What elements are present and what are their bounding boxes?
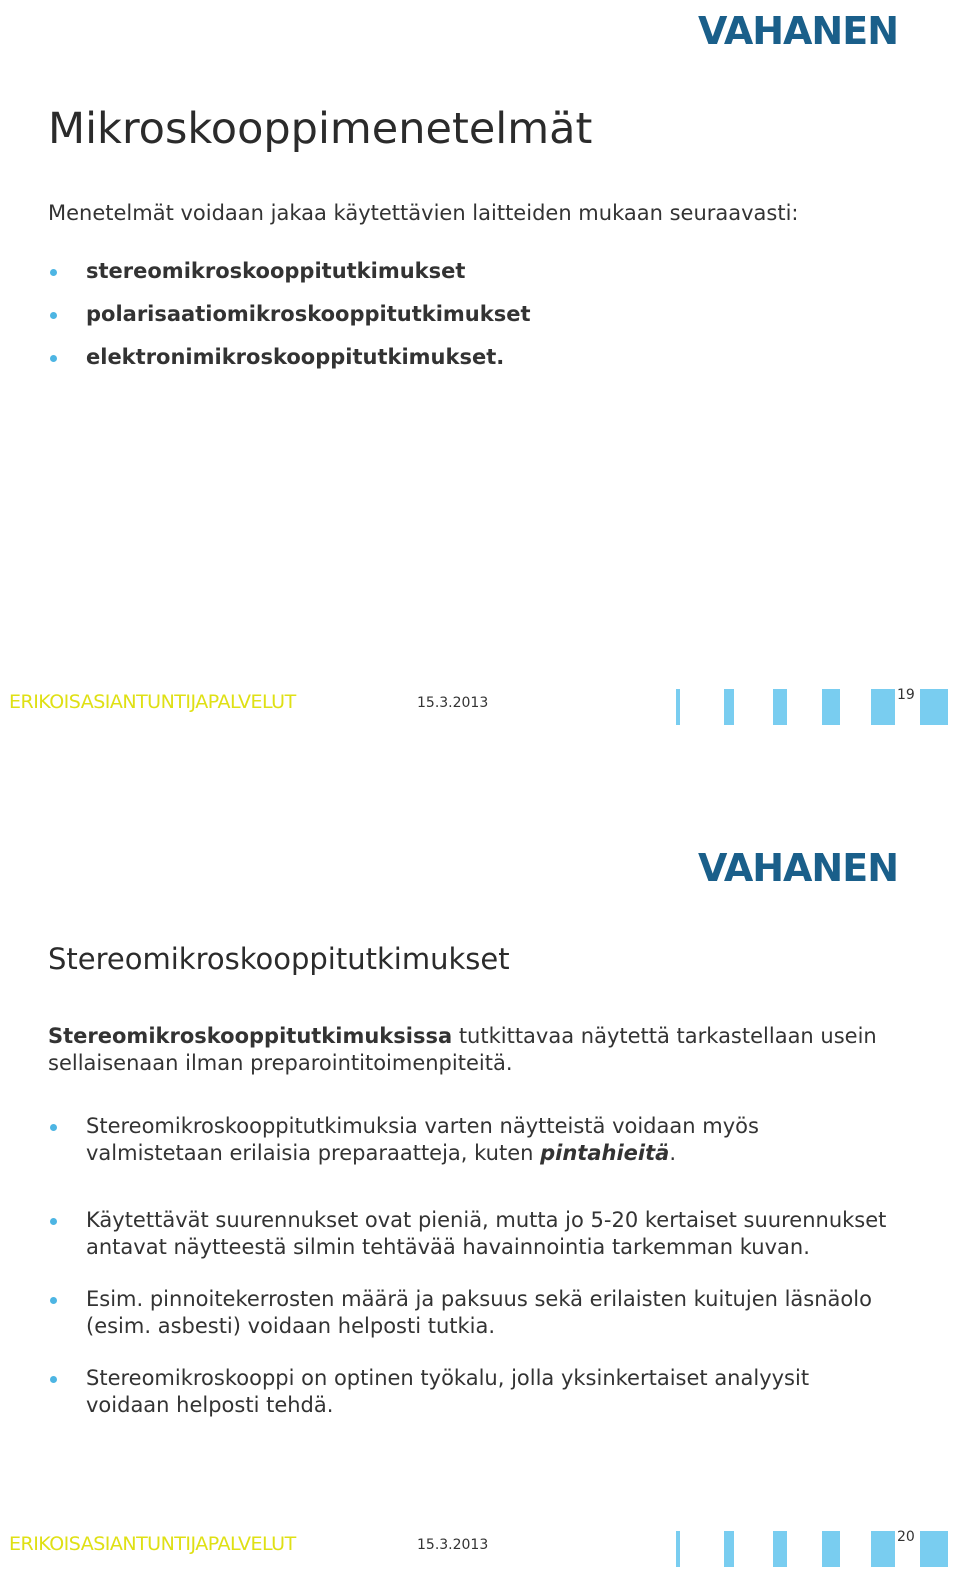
bullet-icon xyxy=(50,1376,57,1383)
bullet-icon xyxy=(50,269,57,276)
intro-bold-term: Stereomikroskooppitutkimuksissa xyxy=(48,1024,453,1048)
list-item: Esim. pinnoitekerrosten määrä ja paksuus sekä erilaisten kuitujen läsnäolo (esim. asbesti) voidaan helposti tutkia. xyxy=(48,1286,888,1340)
list-item: polarisaatiomikroskooppitutkimukset xyxy=(48,301,888,328)
footer-brand: ERIKOISASIANTUNTIJAPALVELUT xyxy=(9,1533,296,1555)
bullet-icon xyxy=(50,1218,57,1225)
slide-footer xyxy=(0,1525,960,1580)
footer-date: 15.3.2013 xyxy=(417,695,489,711)
vahanen-logo: VAHANEN xyxy=(697,846,898,890)
intro-text: Stereomikroskooppitutkimuksissa tutkittavaa näytettä tarkastellaan usein sellaisenaan ilman preparointitoimenpiteitä. xyxy=(48,1024,877,1075)
list-item: elektronimikroskooppitutkimukset. xyxy=(48,344,888,371)
bullet-icon xyxy=(50,355,57,362)
footer-date: 15.3.2013 xyxy=(417,1537,489,1553)
intro-text: Menetelmät voidaan jakaa käytettävien laitteiden mukaan seuraavasti: xyxy=(48,201,799,225)
list-item: Käytettävät suurennukset ovat pieniä, mutta jo 5-20 kertaiset suurennukset antavat näytteestä silmin tehtävää havainnointia tarkemman kuvan. xyxy=(48,1207,888,1261)
page-number: 19 xyxy=(897,687,915,703)
emphasis-term: pintahieitä xyxy=(540,1141,670,1165)
slide-title: Mikroskooppimenetelmät xyxy=(48,104,593,154)
list-item: Stereomikroskooppi on optinen työkalu, jolla yksinkertaiset analyysit voidaan helposti tehdä. xyxy=(48,1365,888,1419)
bullet-list xyxy=(48,1113,888,1444)
page-number: 20 xyxy=(897,1529,915,1545)
slide-title: Stereomikroskooppitutkimukset xyxy=(48,942,510,976)
list-item: stereomikroskooppitutkimukset xyxy=(48,258,888,285)
bullet-icon xyxy=(50,1297,57,1304)
footer-brand: ERIKOISASIANTUNTIJAPALVELUT xyxy=(9,691,296,713)
bullet-icon xyxy=(50,1124,57,1131)
bullet-list xyxy=(48,258,888,387)
bullet-icon xyxy=(50,312,57,319)
slide-footer xyxy=(0,683,960,783)
vahanen-logo: VAHANEN xyxy=(697,9,898,53)
slide-20 xyxy=(0,790,960,1580)
list-item: Stereomikroskooppitutkimuksia varten näytteistä voidaan myös valmistetaan erilaisia preparaatteja, kuten pintahieitä. xyxy=(48,1113,888,1167)
